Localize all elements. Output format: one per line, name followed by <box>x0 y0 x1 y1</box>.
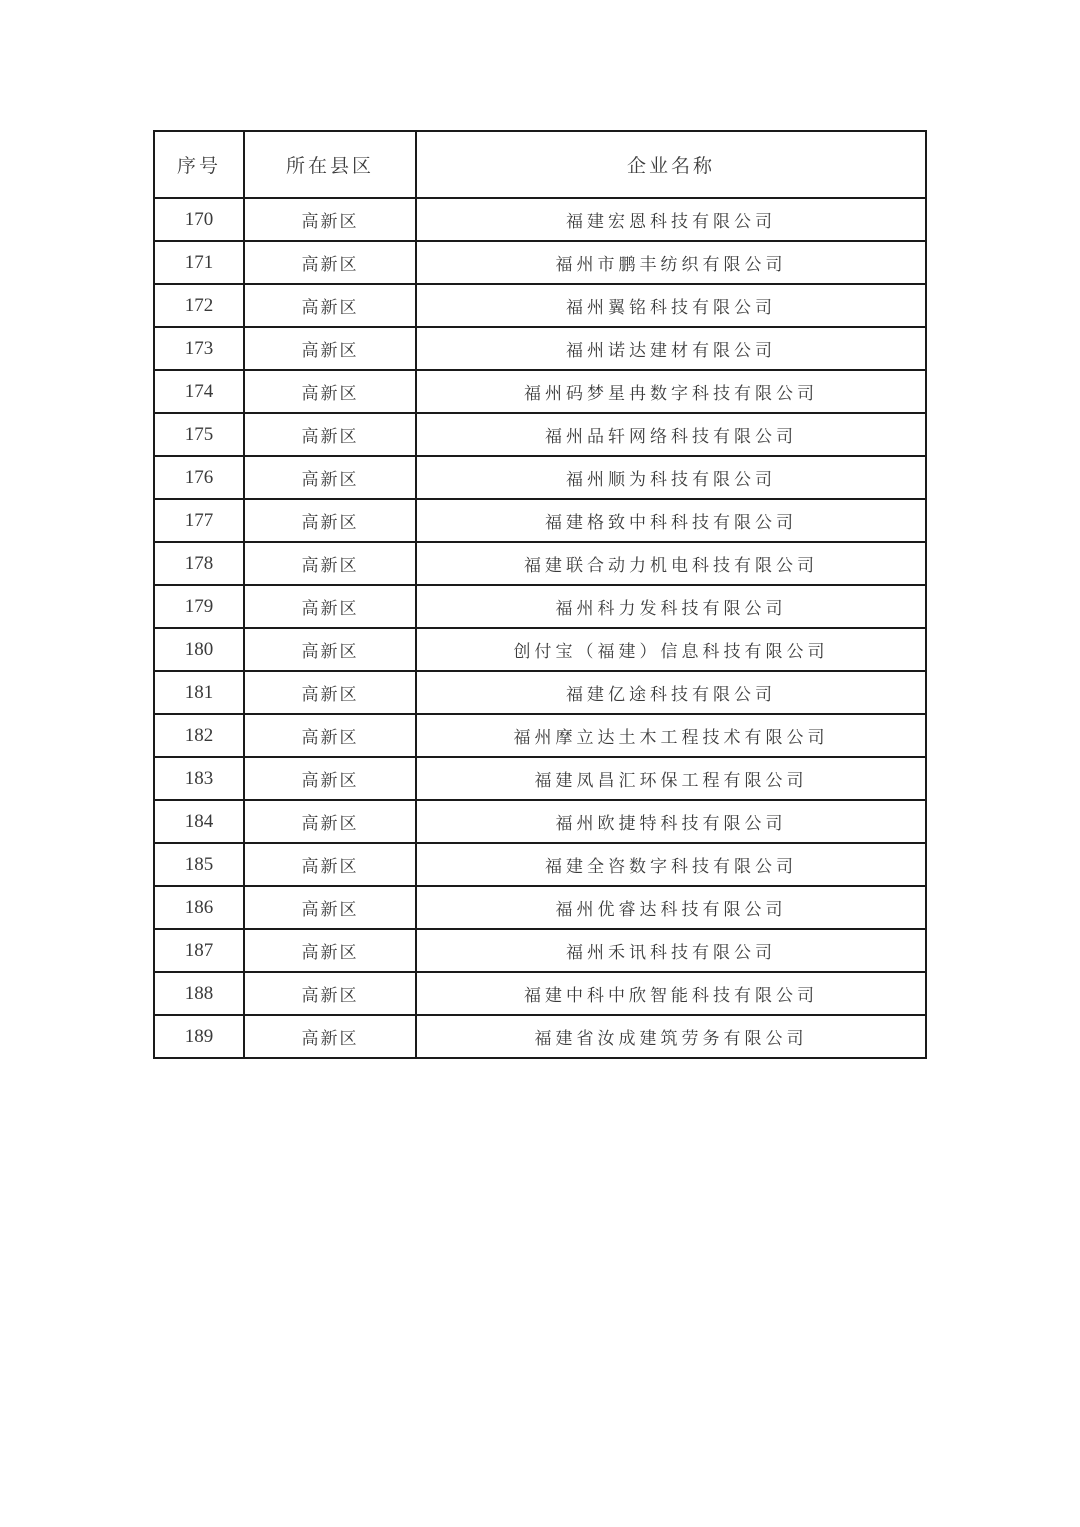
row-seq: 188 <box>154 972 244 1015</box>
table-row <box>154 886 926 929</box>
row-district: 高新区 <box>244 671 416 714</box>
row-company-name: 福州诺达建材有限公司 <box>416 327 926 370</box>
table-row <box>154 757 926 800</box>
row-district: 高新区 <box>244 327 416 370</box>
row-company-name: 福建格致中科科技有限公司 <box>416 499 926 542</box>
table-row <box>154 671 926 714</box>
row-company-name: 福建中科中欣智能科技有限公司 <box>416 972 926 1015</box>
row-seq: 170 <box>154 198 244 241</box>
row-district: 高新区 <box>244 499 416 542</box>
row-district: 高新区 <box>244 757 416 800</box>
row-district: 高新区 <box>244 413 416 456</box>
row-seq: 176 <box>154 456 244 499</box>
row-company-name: 福州顺为科技有限公司 <box>416 456 926 499</box>
row-company-name: 福建联合动力机电科技有限公司 <box>416 542 926 585</box>
row-company-name: 福州欧捷特科技有限公司 <box>416 800 926 843</box>
table-row <box>154 284 926 327</box>
row-company-name: 福州禾讯科技有限公司 <box>416 929 926 972</box>
row-seq: 183 <box>154 757 244 800</box>
row-district: 高新区 <box>244 585 416 628</box>
row-seq: 172 <box>154 284 244 327</box>
table-row <box>154 370 926 413</box>
row-seq: 186 <box>154 886 244 929</box>
row-company-name: 福州码梦星冉数字科技有限公司 <box>416 370 926 413</box>
table-row <box>154 327 926 370</box>
row-company-name: 福州摩立达土木工程技术有限公司 <box>416 714 926 757</box>
table-row <box>154 542 926 585</box>
row-company-name: 福州科力发科技有限公司 <box>416 585 926 628</box>
row-company-name: 福建亿途科技有限公司 <box>416 671 926 714</box>
row-seq: 173 <box>154 327 244 370</box>
row-seq: 179 <box>154 585 244 628</box>
table-row <box>154 929 926 972</box>
header-seq: 序号 <box>154 131 244 198</box>
row-district: 高新区 <box>244 241 416 284</box>
row-district: 高新区 <box>244 628 416 671</box>
row-company-name: 福州翼铭科技有限公司 <box>416 284 926 327</box>
table-row <box>154 241 926 284</box>
row-company-name: 福州优睿达科技有限公司 <box>416 886 926 929</box>
table-row <box>154 198 926 241</box>
row-seq: 180 <box>154 628 244 671</box>
row-company-name: 福州市鹏丰纺织有限公司 <box>416 241 926 284</box>
row-seq: 181 <box>154 671 244 714</box>
row-seq: 171 <box>154 241 244 284</box>
row-district: 高新区 <box>244 886 416 929</box>
header-district: 所在县区 <box>244 131 416 198</box>
row-district: 高新区 <box>244 929 416 972</box>
row-company-name: 创付宝（福建）信息科技有限公司 <box>416 628 926 671</box>
row-seq: 182 <box>154 714 244 757</box>
row-district: 高新区 <box>244 370 416 413</box>
row-company-name: 福建凤昌汇环保工程有限公司 <box>416 757 926 800</box>
row-district: 高新区 <box>244 843 416 886</box>
row-seq: 189 <box>154 1015 244 1058</box>
table-row <box>154 800 926 843</box>
table-row <box>154 843 926 886</box>
row-company-name: 福建省汝成建筑劳务有限公司 <box>416 1015 926 1058</box>
row-seq: 185 <box>154 843 244 886</box>
row-company-name: 福建全咨数字科技有限公司 <box>416 843 926 886</box>
table-header-row <box>154 131 926 198</box>
table-row <box>154 628 926 671</box>
company-list-table <box>153 130 927 1059</box>
row-district: 高新区 <box>244 456 416 499</box>
table-body <box>154 198 926 1058</box>
row-company-name: 福建宏恩科技有限公司 <box>416 198 926 241</box>
table-row <box>154 456 926 499</box>
row-seq: 177 <box>154 499 244 542</box>
table-row <box>154 585 926 628</box>
row-seq: 174 <box>154 370 244 413</box>
row-seq: 184 <box>154 800 244 843</box>
row-seq: 187 <box>154 929 244 972</box>
row-seq: 178 <box>154 542 244 585</box>
row-district: 高新区 <box>244 800 416 843</box>
row-company-name: 福州品轩网络科技有限公司 <box>416 413 926 456</box>
row-district: 高新区 <box>244 972 416 1015</box>
row-district: 高新区 <box>244 1015 416 1058</box>
row-district: 高新区 <box>244 198 416 241</box>
table-row <box>154 499 926 542</box>
table-row <box>154 1015 926 1058</box>
table-row <box>154 714 926 757</box>
row-district: 高新区 <box>244 714 416 757</box>
header-company: 企业名称 <box>416 131 926 198</box>
table-row <box>154 413 926 456</box>
row-district: 高新区 <box>244 542 416 585</box>
table-row <box>154 972 926 1015</box>
row-seq: 175 <box>154 413 244 456</box>
row-district: 高新区 <box>244 284 416 327</box>
